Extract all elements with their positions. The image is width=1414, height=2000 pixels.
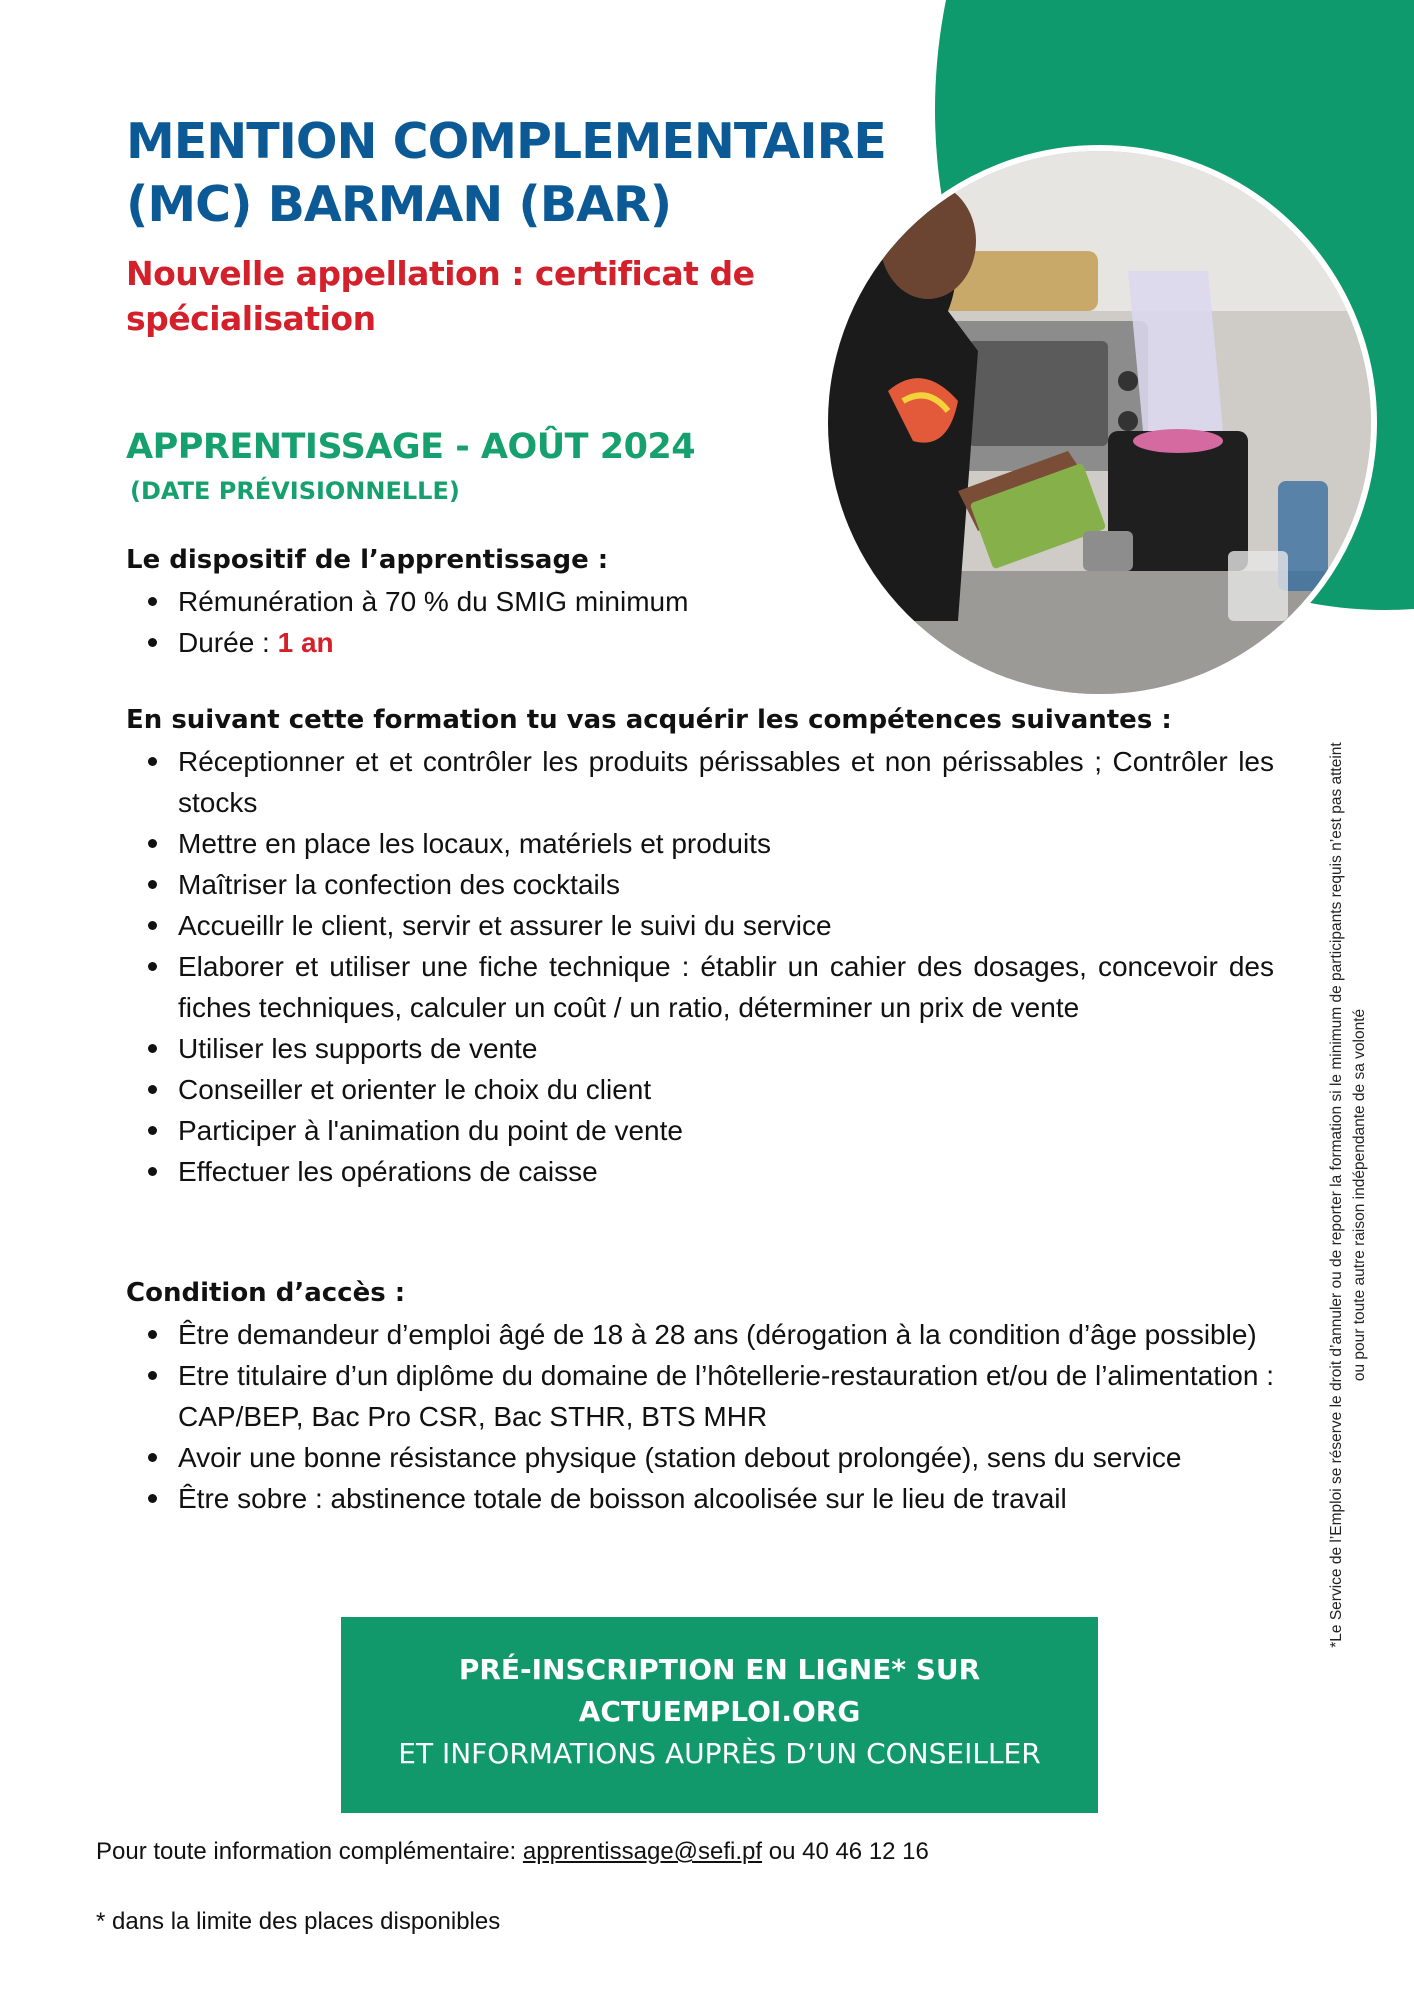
legal-side-note (1325, 610, 1371, 1780)
dispositif-list (126, 581, 1274, 663)
email-link[interactable]: apprentissage@sefi.pf (522, 1838, 763, 1865)
apprenticeship-subheading: (DATE PRÉVISIONNELLE) (130, 477, 460, 505)
list-item: Effectuer les opérations de caisse (178, 1151, 1274, 1192)
list-item: Avoir une bonne résistance physique (station debout prolongée), sens du service (178, 1437, 1274, 1478)
list-item: Être sobre : abstinence totale de boisson alcoolisée sur le lieu de travail (178, 1478, 1274, 1519)
list-item: Etre titulaire d’un diplôme du domaine de l’hôtellerie-restauration et/ou de l’alimentation : CAP/BEP, Bac Pro CSR, Bac STHR, BTS MHR (178, 1355, 1274, 1437)
cta-website[interactable]: ACTUEMPLOI.ORG (578, 1695, 861, 1728)
conditions-list (126, 1314, 1274, 1519)
title-line-1: MENTION COMPLEMENTAIRE (126, 113, 886, 170)
side-note-line-2: ou pour toute autre raison indépendante de sa volonté (1351, 1008, 1368, 1382)
list-item: Utiliser les supports de vente (178, 1028, 1274, 1069)
dispositif-section (126, 540, 1274, 663)
conditions-heading: Condition d’accès : (126, 1278, 406, 1308)
list-item: Mettre en place les locaux, matériels et produits (178, 823, 1274, 864)
apprenticeship-heading: APPRENTISSAGE - AOÛT 2024 (126, 427, 696, 467)
list-item: Rémunération à 70 % du SMIG minimum (178, 581, 1274, 622)
list-item: Réceptionner et et contrôler les produits périssables et non périssables ; Contrôler les stocks (178, 741, 1274, 823)
competences-list (126, 741, 1274, 1192)
conditions-section (126, 1273, 1274, 1519)
pre-registration-banner[interactable] (341, 1617, 1098, 1813)
list-item: Maîtriser la confection des cocktails (178, 864, 1274, 905)
page-title (126, 110, 946, 236)
side-note-line-1: *Le Service de l’Emploi se réserve le droit d’annuler ou de reporter la formation si le minimum de participants requis n’est pas atteint (1328, 742, 1345, 1648)
cta-line-3: ET INFORMATIONS AUPRÈS D’UN CONSEILLER (398, 1737, 1041, 1770)
title-line-2: (MC) BARMAN (BAR) (126, 176, 672, 233)
list-item: Conseiller et orienter le choix du client (178, 1069, 1274, 1110)
footnote: * dans la limite des places disponibles (96, 1908, 501, 1935)
list-item: Être demandeur d’emploi âgé de 18 à 28 ans (dérogation à la condition d’âge possible) (178, 1314, 1274, 1355)
list-item: Durée : 1 an (178, 622, 1274, 663)
duration-value: 1 an (277, 627, 334, 658)
contact-info: Pour toute information complémentaire: apprentissage@sefi.pf ou 40 46 12 16 (96, 1838, 929, 1865)
list-item: Participer à l'animation du point de vente (178, 1110, 1274, 1151)
cta-line-1: PRÉ-INSCRIPTION EN LIGNE* SUR (458, 1653, 981, 1686)
dispositif-heading: Le dispositif de l’apprentissage : (126, 545, 609, 575)
list-item: Accueillr le client, servir et assurer le suivi du service (178, 905, 1274, 946)
subtitle: Nouvelle appellation : certificat de spécialisation (126, 254, 755, 338)
competences-heading: En suivant cette formation tu vas acquérir les compétences suivantes : (126, 705, 1172, 735)
list-item: Elaborer et utiliser une fiche technique : établir un cahier des dosages, concevoir des fiches techniques, calculer un coût / un ratio, déterminer un prix de vente (178, 946, 1274, 1028)
competences-section (126, 700, 1274, 1192)
